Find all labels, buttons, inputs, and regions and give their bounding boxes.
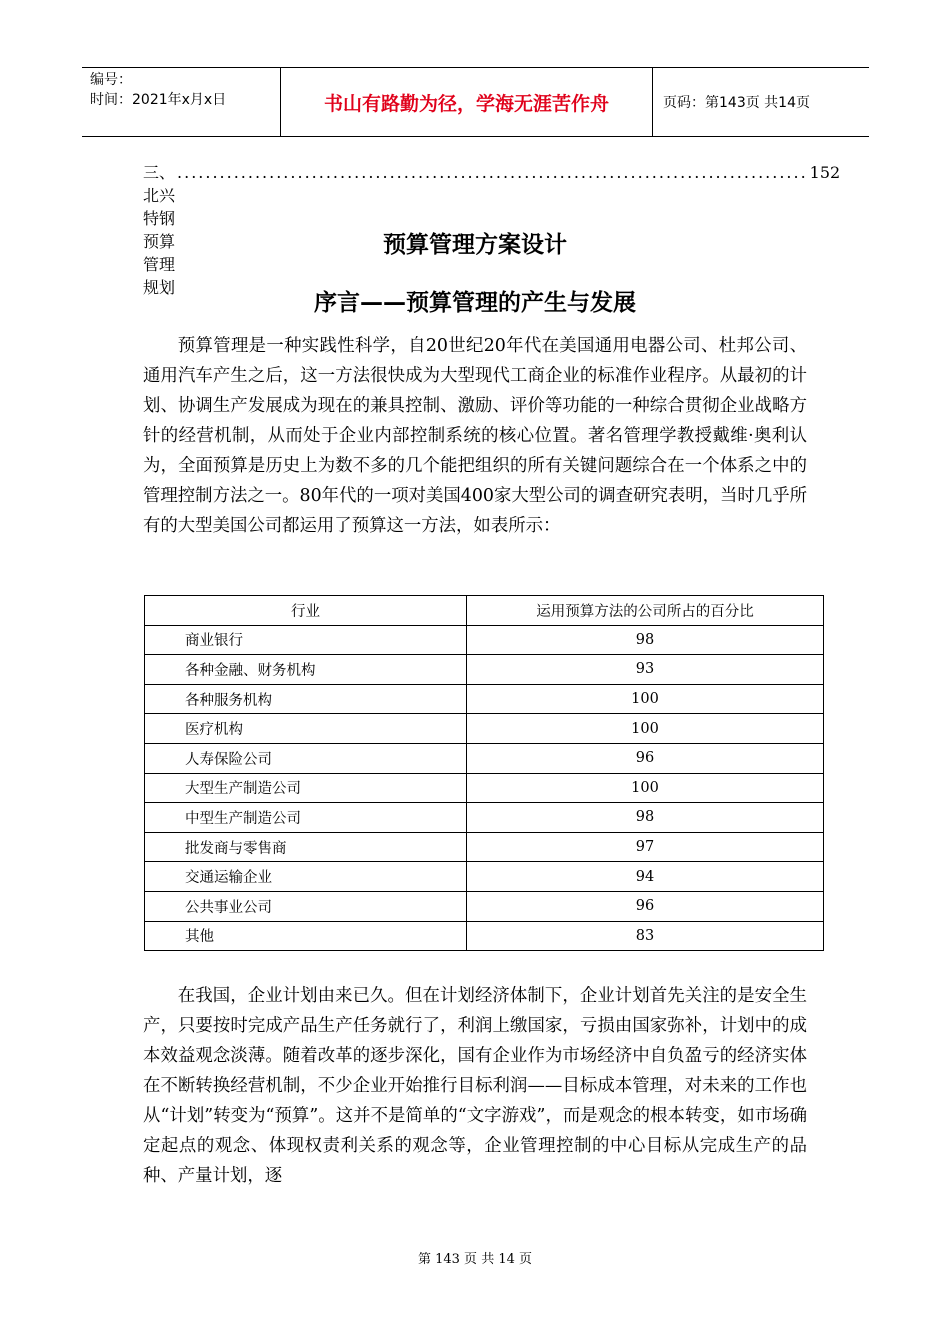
toc-leader-dots: .........................................................................................	[177, 163, 808, 182]
section-heading: 序言——预算管理的产生与发展	[314, 290, 636, 316]
page-header	[82, 67, 869, 137]
table-row	[145, 743, 824, 773]
industry-cell: 大型生产制造公司	[145, 773, 467, 803]
budget-usage-table	[144, 595, 824, 951]
header-meta	[82, 68, 281, 136]
industry-cell: 中型生产制造公司	[145, 803, 467, 833]
document-number-label: 编号：	[90, 72, 132, 88]
industry-cell: 人寿保险公司	[145, 743, 467, 773]
percentage-cell: 93	[467, 655, 824, 685]
industry-cell: 各种金融、财务机构	[145, 655, 467, 685]
percentage-cell: 83	[467, 921, 824, 951]
table-row	[145, 891, 824, 921]
percentage-cell: 100	[467, 684, 824, 714]
percentage-cell: 94	[467, 862, 824, 892]
toc-entry-title: 三、北兴特钢预算管理规划	[143, 163, 176, 297]
industry-cell: 各种服务机构	[145, 684, 467, 714]
table-row	[145, 773, 824, 803]
table-row	[145, 803, 824, 833]
toc-entry-page: 152	[809, 163, 841, 182]
column-header-percentage: 运用预算方法的公司所占的百分比	[467, 596, 824, 626]
table-row	[145, 832, 824, 862]
industry-cell: 公共事业公司	[145, 891, 467, 921]
industry-cell: 医疗机构	[145, 714, 467, 744]
table-row	[145, 625, 824, 655]
header-motto: 书山有路勤为径，学海无涯苦作舟	[281, 68, 653, 136]
table-row	[145, 714, 824, 744]
industry-cell: 交通运输企业	[145, 862, 467, 892]
industry-cell: 批发商与零售商	[145, 832, 467, 862]
percentage-cell: 100	[467, 714, 824, 744]
china-paragraph: 在我国，企业计划由来已久。但在计划经济体制下，企业计划首先关注的是安全生产，只要按时完成产品生产任务就行了，利润上缴国家，亏损由国家弥补，计划中的成本效益观念淡薄。随着改革的逐步深化，国有企业作为市场经济中自负盈亏的经济实体在不断转换经营机制，不少企业开始推行目标利润——目标成本管理，对未来的工作也从“计划”转变为“预算”。这并不是简单的“文字游戏”，而是观念的根本转变，如市场确定起点的观念、体现权责利关系的观念等，企业管理控制的中心目标从完成生产的品种、产量计划，逐	[143, 986, 807, 1186]
percentage-cell: 98	[467, 625, 824, 655]
percentage-cell: 98	[467, 803, 824, 833]
percentage-cell: 100	[467, 773, 824, 803]
percentage-cell: 96	[467, 891, 824, 921]
percentage-cell: 97	[467, 832, 824, 862]
intro-paragraph: 预算管理是一种实践性科学，自20世纪20年代在美国通用电器公司、杜邦公司、通用汽车产生之后，这一方法很快成为大型现代工商企业的标准作业程序。从最初的计划、协调生产发展成为现在的兼具控制、激励、评价等功能的一种综合贯彻企业战略方针的经营机制，从而处于企业内部控制系统的核心位置。著名管理学教授戴维·奥利认为，全面预算是历史上为数不多的几个能把组织的所有关键问题综合在一个体系之中的管理控制方法之一。80年代的一项对美国400家大型公司的调查研究表明，当时几乎所有的大型美国公司都运用了预算这一方法，如表所示：	[143, 336, 807, 536]
document-time: 时间：2021年x月x日	[90, 92, 227, 108]
percentage-cell: 96	[467, 743, 824, 773]
page-footer: 第 143 页 共 14 页	[417, 1252, 533, 1267]
header-page-code: 页码：第143页 共14页	[663, 95, 810, 111]
table-row	[145, 921, 824, 951]
table-row	[145, 862, 824, 892]
table-row	[145, 655, 824, 685]
table-header-row	[145, 596, 824, 626]
column-header-industry: 行业	[145, 596, 467, 626]
industry-cell: 商业银行	[145, 625, 467, 655]
document-title: 预算管理方案设计	[383, 232, 567, 258]
table-row	[145, 684, 824, 714]
industry-cell: 其他	[145, 921, 467, 951]
